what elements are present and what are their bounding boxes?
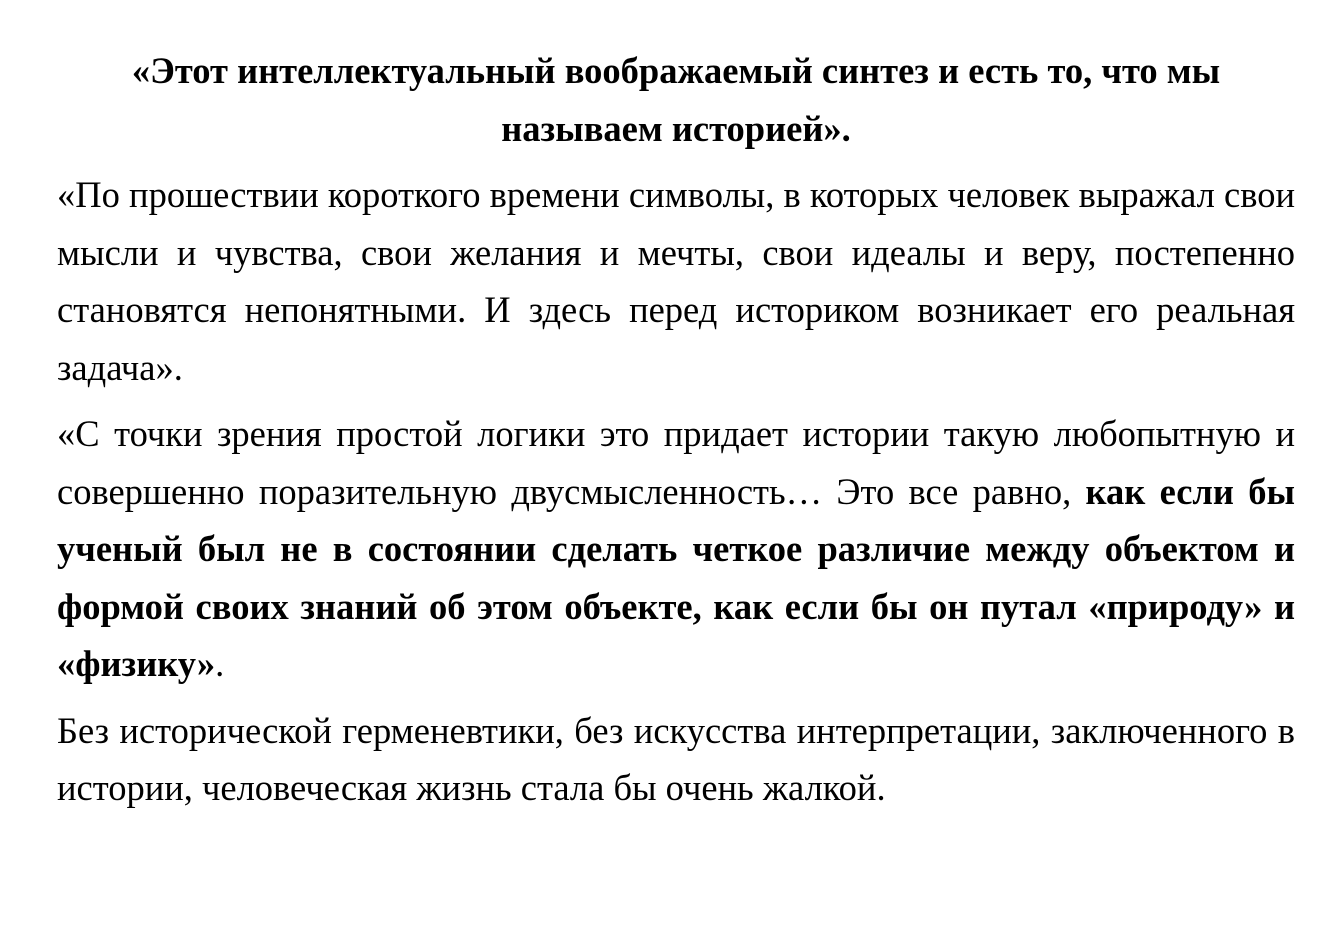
paragraph-symbols-quote: «По прошествии короткого времени символы, в которых человек выражал свои мысли и чувства, свои желания и мечты, свои идеалы и веру, постепенно становятся непонятными. И здесь перед историком возникает его реальная задача». <box>57 174 1295 388</box>
paragraph-logic-bold-text: как если бы ученый был не в состоянии сделать четкое различие между объектом и формой своих знаний об этом объекте, как если бы он путал «природу» и «физику» <box>57 470 1295 684</box>
quote-heading: «Этот интеллектуальный воображаемый синтез и есть то, что мы называем историей». <box>131 50 1221 149</box>
paragraph-hermeneutics: Без исторической герменевтики, без искусства интерпретации, заключенного в истории, человеческая жизнь стала бы очень жалкой. <box>57 709 1295 808</box>
paragraph-logic-end: . <box>215 643 225 684</box>
paragraph-logic-quote <box>57 405 1295 693</box>
document-page <box>57 42 1295 817</box>
paragraph-logic-text: «С точки зрения простой логики это придает истории такую любопытную и совершенно поразительную двусмысленность… Это все равно, <box>57 413 1295 512</box>
